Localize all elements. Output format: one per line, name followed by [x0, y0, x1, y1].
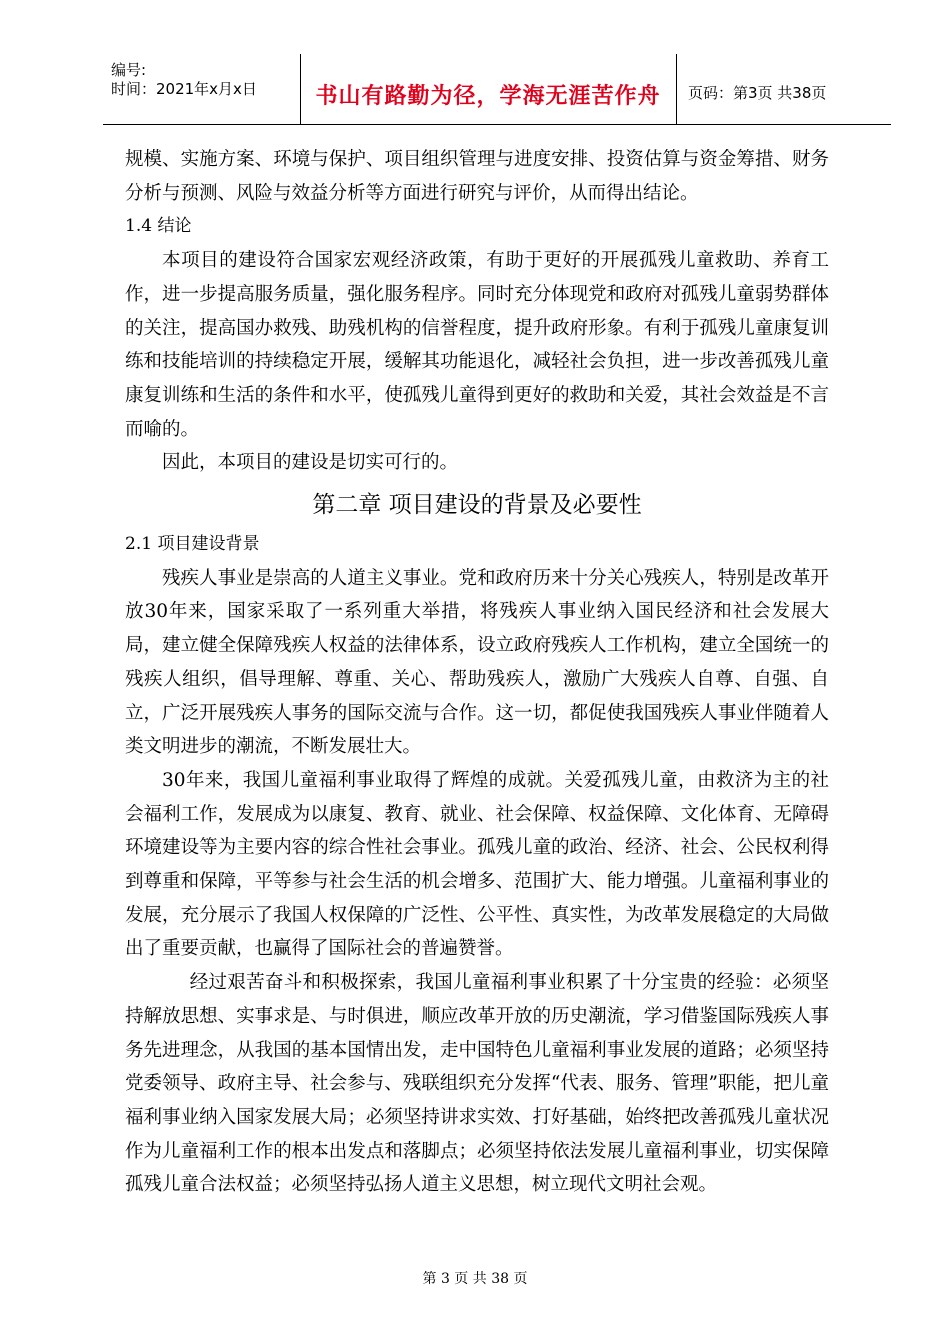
chapter-title: 第二章 项目建设的背景及必要性 — [312, 492, 642, 519]
paragraph-disability-cause: 残疾人事业是崇高的人道主义事业。党和政府历来十分关心残疾人，特别是改革开放30年来，国家采取了一系列重大举措，将残疾人事业纳入国民经济和社会发展大局，建立健全保障残疾人权益的法律体系，设立政府残疾人工作机构，建立全国统一的残疾人组织，倡导理解、尊重、关心、帮助残疾人，激励广大残疾人自尊、自强、自立，广泛开展残疾人事务的国际交流与合作。这一切，都促使我国残疾人事业伴随着人类文明进步的潮流，不断发展壮大。 — [125, 567, 829, 758]
paragraph-conclusion: 本项目的建设符合国家宏观经济政策，有助于更好的开展孤残儿童救助、养育工作，进一步提高服务质量，强化服务程序。同时充分体现党和政府对孤残儿童弱势群体的关注，提高国办救残、助残机构的信誉程度，提升政府形象。有利于孤残儿童康复训练和技能培训的持续稳定开展，缓解其功能退化，减轻社会负担，进一步改善孤残儿童康复训练和生活的条件和水平，使孤残儿童得到更好的救助和关爱，其社会效益是不言而喻的。 — [125, 250, 829, 440]
page-footer: 第 3 页 共 38 页 — [422, 1271, 528, 1287]
paragraph-scope: 规模、实施方案、环境与保护、项目组织管理与进度安排、投资估算与资金筹措、财务分析与预测、风险与效益分析等方面进行研究与评价，从而得出结论。 — [125, 149, 829, 204]
document-body — [125, 143, 829, 1202]
document-time-label: 时间：2021年x月x日 — [111, 80, 257, 98]
header-page-code: 页码：第3页 共38页 — [688, 84, 827, 102]
document-number-label: 编号: — [111, 61, 147, 79]
header-motto-cell — [300, 54, 677, 124]
page-header — [103, 54, 891, 125]
header-motto: 书山有路勤为径，学海无涯苦作舟 — [315, 84, 661, 109]
section-heading-2-1: 2.1 项目建设背景 — [125, 534, 260, 555]
header-meta-cell — [103, 54, 301, 124]
header-page-cell — [676, 54, 891, 124]
paragraph-feasible: 因此，本项目的建设是切实可行的。 — [162, 452, 459, 474]
paragraph-welfare-achievements: 30年来，我国儿童福利事业取得了辉煌的成就。关爱孤残儿童，由救济为主的社会福利工作，发展成为以康复、教育、就业、社会保障、权益保障、文化体育、无障碍环境建设等为主要内容的综合性社会事业。孤残儿童的政治、经济、社会、公民权利得到尊重和保障，平等参与社会生活的机会增多、范围扩大、能力增强。儿童福利事业的发展，充分展示了我国人权保障的广泛性、公平性、真实性，为改革发展稳定的大局做出了重要贡献，也赢得了国际社会的普遍赞誉。 — [125, 769, 829, 960]
paragraph-experience: 经过艰苦奋斗和积极探索，我国儿童福利事业积累了十分宝贵的经验：必须坚持解放思想、实事求是、与时俱进，顺应改革开放的历史潮流，学习借鉴国际残疾人事务先进理念，从我国的基本国情出发，走中国特色儿童福利事业发展的道路；必须坚持党委领导、政府主导、社会参与、残联组织充分发挥“代表、服务、管理”职能，把儿童福利事业纳入国家发展大局；必须坚持讲求实效、打好基础，始终把改善孤残儿童状况作为儿童福利工作的根本出发点和落脚点；必须坚持依法发展儿童福利事业，切实保障孤残儿童合法权益；必须坚持弘扬人道主义思想，树立现代文明社会观。 — [125, 972, 829, 1196]
section-heading-1-4: 1.4 结论 — [125, 216, 192, 237]
